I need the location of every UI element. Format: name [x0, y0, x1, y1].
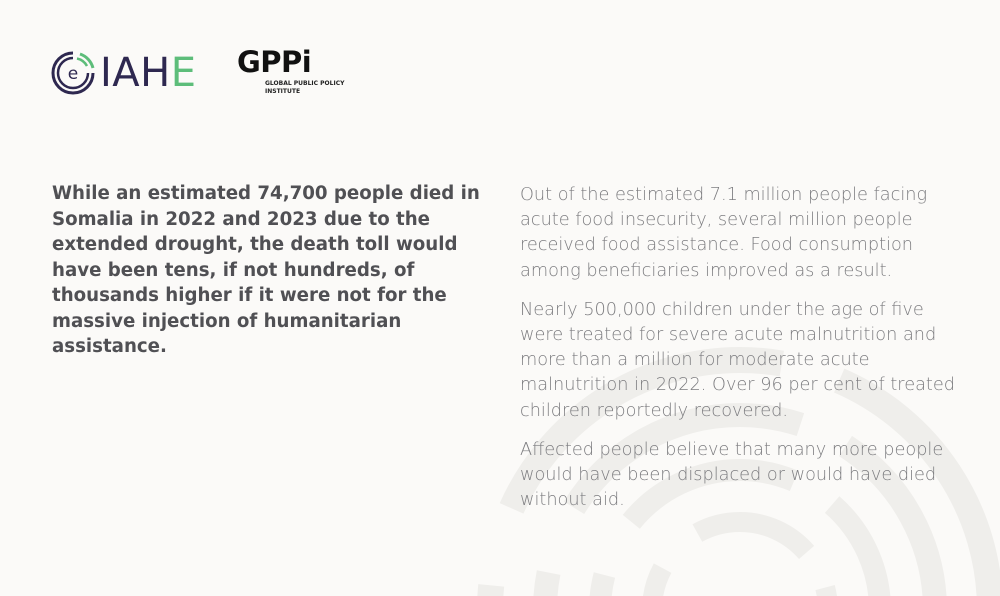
iahe-wordmark-accent: E [170, 50, 197, 96]
iahe-symbol-letter: e [67, 64, 79, 84]
finding-paragraph-displacement: Affected people believe that many more people would have been displaced or would have died without aid. [520, 439, 944, 511]
iahe-logo [50, 48, 197, 98]
findings-column [520, 183, 970, 527]
iahe-ring-icon [50, 50, 96, 96]
iahe-wordmark-prefix: I [100, 50, 113, 96]
lead-statement: While an estimated 74,700 people died in Somalia in 2022 and 2023 due to the extended drought, the death toll would have been tens, if not hundreds, of thousands higher if it were not for the massive injection of humanitarian assistance. [52, 183, 480, 357]
gppi-subtitle-line1: GLOBAL PUBLIC POLICY [265, 80, 345, 87]
finding-paragraph-food: Out of the estimated 7.1 million people facing acute food insecurity, several million people received food assistance. Food consumption among beneficiaries improved as a result. [520, 185, 928, 281]
gppi-wordmark: GPPi [237, 45, 312, 79]
gppi-subtitle [265, 80, 365, 95]
iahe-wordmark [100, 50, 197, 96]
iahe-wordmark-mid: AH [112, 50, 171, 96]
gppi-logo [237, 45, 365, 95]
finding-paragraph-malnutrition: Nearly 500,000 children under the age of five were treated for severe acute malnutrition and more than a million for moderate acute malnutrition in 2022. Over 96 per cent of treated children reportedly recovered. [520, 299, 955, 421]
gppi-subtitle-line2: INSTITUTE [265, 87, 301, 95]
